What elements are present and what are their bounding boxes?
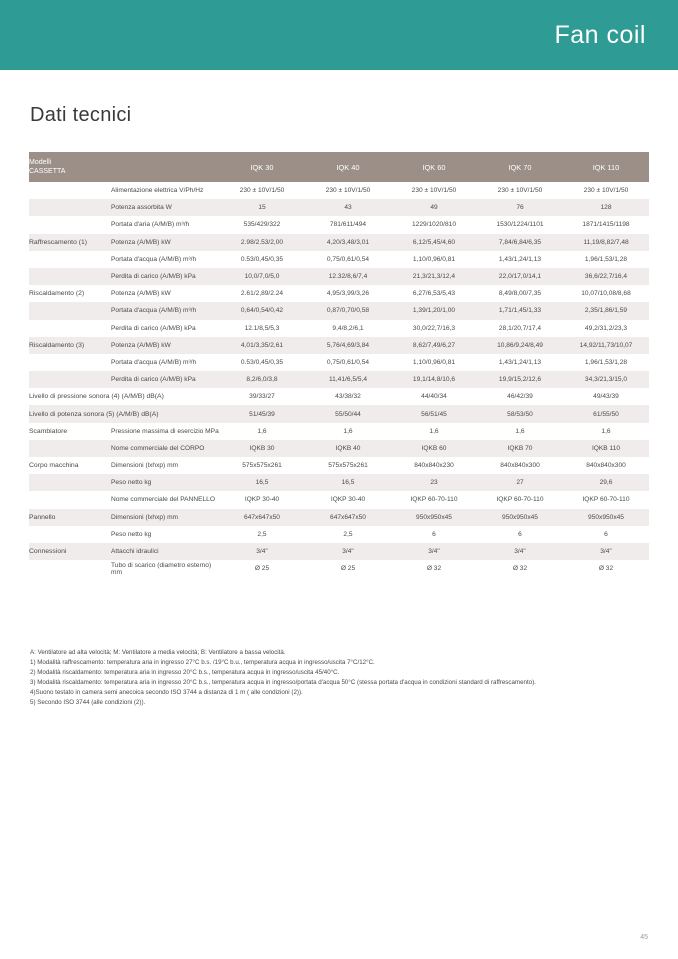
row-label: Pressione massima di esercizio MPa <box>111 427 219 435</box>
row-group-label: Scambiatore <box>29 427 68 435</box>
technical-data-table <box>29 152 649 577</box>
table-row <box>29 457 649 474</box>
row-group-label: Corpo macchina <box>29 462 79 470</box>
table-row <box>29 285 649 302</box>
table-cell: 575x575x261 <box>242 462 282 470</box>
table-cell: IQKP 60-70-110 <box>410 496 458 504</box>
row-group-label <box>29 560 111 577</box>
table-cell: 43 <box>305 199 391 216</box>
footnote-line: A: Ventilatore ad alta velocità; M: Ventilatore a media velocità; B: Ventilatore a bassa velocità. <box>30 649 286 656</box>
table-cell: 840x840x300 <box>586 462 626 470</box>
page-number: 45 <box>640 934 648 941</box>
table-row <box>29 216 649 233</box>
table-cell: 0,64/0,54/0,42 <box>219 302 305 319</box>
row-label: Potenza (A/M/B) kW <box>111 234 219 251</box>
table-cell: 8,49/8,00/7,35 <box>498 290 542 298</box>
table-cell: 1,96/1,53/1,28 <box>584 358 628 366</box>
table-cell: 22,0/17,0/14,1 <box>477 268 563 285</box>
table-cell: IQKP 30-40 <box>330 496 366 504</box>
header-models-line1: Modelli <box>29 158 52 166</box>
table-cell: 6,27/6,53/5,43 <box>412 290 456 298</box>
table-cell: 0,75/0,61/0,54 <box>326 255 370 263</box>
table-cell: 3/4" <box>477 543 563 560</box>
table-row <box>29 302 649 319</box>
row-label: Portata d'aria (A/M/B) m³/h <box>111 221 190 229</box>
table-cell: 9,4/8,2/6,1 <box>332 324 364 332</box>
row-group-label <box>29 526 111 543</box>
table-cell: 43/38/32 <box>335 393 361 401</box>
table-cell: 55/50/44 <box>305 405 391 422</box>
table-row <box>29 474 649 491</box>
table-row <box>29 371 649 388</box>
table-cell: 61/55/50 <box>563 405 649 422</box>
table-row <box>29 560 649 577</box>
table-cell: 3/4" <box>305 543 391 560</box>
table-cell: IQKB 70 <box>477 440 563 457</box>
table-cell: 10,0/7,0/5,0 <box>219 268 305 285</box>
table-cell: 1,6 <box>257 427 267 435</box>
table-cell: 1530/1224/1101 <box>496 221 544 229</box>
table-cell: IQKB 40 <box>305 440 391 457</box>
table-cell: 44/40/34 <box>421 393 447 401</box>
table-cell: 7,84/6,84/6,35 <box>477 234 563 251</box>
table-cell: 950x950x45 <box>477 509 563 526</box>
table-cell: 12.1/8,5/5,3 <box>244 324 280 332</box>
table-cell: 1871/1415/1198 <box>582 221 630 229</box>
table-cell: 0.53/0,45/0,35 <box>240 358 284 366</box>
table-cell: 15 <box>219 199 305 216</box>
row-group-label <box>29 302 111 319</box>
footnote-line: 1) Modalità raffrescamento: temperatura aria in ingresso 27°C b.s. /19°C b.u., temperatura acqua in ingresso/uscita 7°C/12°C. <box>30 659 375 667</box>
table-cell: 58/53/50 <box>477 405 563 422</box>
table-cell: 27 <box>477 474 563 491</box>
table-cell: 2,5 <box>343 530 353 538</box>
table-cell: Ø 32 <box>426 565 442 573</box>
row-label: Peso netto kg <box>111 530 152 538</box>
table-cell: IQKB 30 <box>219 440 305 457</box>
table-cell: 12.32/8,6/7,4 <box>305 268 391 285</box>
row-group-label <box>29 182 111 199</box>
row-group-label <box>29 320 111 337</box>
table-row <box>29 251 649 268</box>
row-label: Alimentazione elettrica V/Ph/Hz <box>111 187 204 195</box>
table-cell: 230 ± 10V/1/50 <box>411 187 457 195</box>
table-cell: 6,12/5,45/4,60 <box>391 234 477 251</box>
table-cell: 840x840x300 <box>500 462 540 470</box>
row-label: Peso netto kg <box>111 474 219 491</box>
footnote-line: 3) Modalità riscaldamento: temperatura aria in ingresso 20°C b.s., temperatura acqua in ingresso/portata d'acqua 50°C (stessa portata d'acqua in condizioni standard di raffrescamento). <box>30 679 536 687</box>
table-cell: 2,35/1,86/1,59 <box>563 302 649 319</box>
header-models-line2: CASSETTA <box>29 168 66 175</box>
table-row <box>29 509 649 526</box>
row-label: Dimensioni (lxhxp) mm <box>111 509 219 526</box>
row-label: Perdita di carico (A/M/B) kPa <box>111 268 219 285</box>
table-cell: Ø 32 <box>512 565 528 573</box>
table-cell: 128 <box>563 199 649 216</box>
table-cell: 14,92/11,73/10,07 <box>563 337 649 354</box>
table-cell: 6 <box>518 530 522 538</box>
table-cell: 10,07/10,08/8,68 <box>581 290 631 298</box>
table-cell: 230 ± 10V/1/50 <box>239 187 285 195</box>
row-label: Dimensioni (lxhxp) mm <box>111 462 179 470</box>
table-cell: 4,20/3,48/3,01 <box>305 234 391 251</box>
table-cell: 950x950x45 <box>563 509 649 526</box>
table-cell: 1,6 <box>601 427 611 435</box>
row-label: Nome commerciale del CORPO <box>111 440 219 457</box>
table-cell: IQKP 30-40 <box>244 496 280 504</box>
table-row <box>29 199 649 216</box>
table-cell: 2.61/2,89/2.24 <box>240 290 284 298</box>
table-row <box>29 234 649 251</box>
table-cell: 0,87/0,70/0,58 <box>305 302 391 319</box>
table-header-models <box>29 152 219 182</box>
section-title: Dati tecnici <box>30 104 132 126</box>
table-cell: 36,6/22,7/16,4 <box>563 268 649 285</box>
table-cell: 5,76/4,69/3,84 <box>305 337 391 354</box>
table-cell: 950x950x45 <box>391 509 477 526</box>
table-cell: 2,5 <box>257 530 267 538</box>
table-cell: 1,6 <box>515 427 525 435</box>
table-row <box>29 405 649 422</box>
row-label: Portata d'acqua (A/M/B) m³/h <box>111 255 197 263</box>
table-row <box>29 337 649 354</box>
row-label: Attacchi idraulici <box>111 543 219 560</box>
table-cell: 575x575x261 <box>328 462 368 470</box>
table-cell: 56/51/45 <box>391 405 477 422</box>
specs-table-wrapper <box>29 152 649 577</box>
table-cell: 19,9/15,2/12,6 <box>477 371 563 388</box>
table-row <box>29 526 649 543</box>
table-cell: 30,0/22,7/16,3 <box>412 324 456 332</box>
table-cell: 8,62/7,49/6,27 <box>391 337 477 354</box>
row-group-label <box>29 371 111 388</box>
table-cell: 781/611/494 <box>329 221 367 229</box>
row-group-label: Riscaldamento (3) <box>29 337 111 354</box>
table-cell: 840x840x230 <box>414 462 454 470</box>
table-cell: 19,1/14,8/10,6 <box>391 371 477 388</box>
table-row <box>29 543 649 560</box>
table-body <box>29 182 649 577</box>
table-row <box>29 423 649 440</box>
table-cell: 49 <box>391 199 477 216</box>
footnote-line: 4)Suono testato in camera semi anecoica secondo ISO 3744 a distanza di 1 m ( alle condizioni (2)). <box>30 689 303 697</box>
table-cell: 1229/1020/810 <box>411 221 456 229</box>
table-cell: 76 <box>477 199 563 216</box>
footnote-line: 5) Secondo ISO 3744 (alle condizioni (2)). <box>30 699 146 707</box>
table-cell: 1,10/0,96/0,81 <box>412 358 456 366</box>
table-cell: 1,71/1,45/1,33 <box>477 302 563 319</box>
table-cell: 34,3/21,3/15,0 <box>563 371 649 388</box>
table-row <box>29 320 649 337</box>
table-cell: 0,75/0,61/0,54 <box>326 358 370 366</box>
row-label: Portata d'acqua (A/M/B) m³/h <box>111 302 219 319</box>
footnotes <box>30 648 650 708</box>
table-cell: Ø 25 <box>254 565 270 573</box>
table-row <box>29 440 649 457</box>
page-title: Fan coil <box>554 20 646 49</box>
row-label: Livello di pressione sonora (4) (A/M/B) dB(A) <box>29 393 164 401</box>
table-cell: 1,96/1,53/1,28 <box>584 255 628 263</box>
table-cell: 1,43/1,24/1,13 <box>498 358 542 366</box>
table-cell: 23 <box>391 474 477 491</box>
table-cell: 3/4" <box>563 543 649 560</box>
table-cell: 4,95/3,99/3,26 <box>326 290 370 298</box>
table-row <box>29 354 649 371</box>
table-cell: IQKB 60 <box>391 440 477 457</box>
row-label: Nome commerciale del PANNELLO <box>111 496 215 504</box>
table-cell: 49,2/31,2/23,3 <box>584 324 628 332</box>
page-header-band <box>0 0 678 70</box>
table-cell: 16,5 <box>305 474 391 491</box>
table-cell: 230 ± 10V/1/50 <box>497 187 543 195</box>
table-cell: 1,39/1,20/1,00 <box>391 302 477 319</box>
table-cell: IQKP 60-70-110 <box>496 496 544 504</box>
table-cell: IQKB 110 <box>563 440 649 457</box>
table-row <box>29 182 649 199</box>
table-row <box>29 491 649 508</box>
column-header-iqk70: IQK 70 <box>477 152 563 182</box>
table-cell: 1,6 <box>429 427 439 435</box>
table-cell: 46/42/39 <box>507 393 533 401</box>
table-cell: 29,6 <box>563 474 649 491</box>
row-label: Perdita di carico (A/M/B) kPa <box>111 371 219 388</box>
footnote-line: 2) Modalità riscaldamento: temperatura aria in ingresso 20°C b.s., temperatura acqua in ingresso/uscita 45/40°C. <box>30 669 340 677</box>
table-cell: 3/4" <box>219 543 305 560</box>
row-group-label <box>29 268 111 285</box>
table-cell: 1,43/1,24/1,13 <box>498 255 542 263</box>
row-group-label <box>29 251 111 268</box>
row-group-label: Raffrescamento (1) <box>29 234 111 251</box>
table-cell: 8,2/6,0/3,8 <box>219 371 305 388</box>
table-cell: 11,19/8,82/7,48 <box>563 234 649 251</box>
table-cell: 647x647x50 <box>305 509 391 526</box>
table-cell: 3/4" <box>391 543 477 560</box>
table-cell: 4,01/3,35/2,61 <box>219 337 305 354</box>
table-cell: 51/45/39 <box>219 405 305 422</box>
row-group-label <box>29 474 111 491</box>
table-cell: 230 ± 10V/1/50 <box>583 187 629 195</box>
table-cell: IQKP 60-70-110 <box>582 496 630 504</box>
table-cell: 0.53/0,45/0,35 <box>240 255 284 263</box>
column-header-iqk30: IQK 30 <box>219 152 305 182</box>
row-label: Potenza assorbita W <box>111 199 219 216</box>
row-group-label <box>29 491 111 508</box>
row-group-label <box>29 216 111 233</box>
row-label: Perdita di carico (A/M/B) kPa <box>111 324 196 332</box>
table-cell: 11,41/6,5/5,4 <box>305 371 391 388</box>
table-cell: 28,1/20,7/17,4 <box>498 324 542 332</box>
table-head <box>29 152 649 182</box>
table-row <box>29 388 649 405</box>
table-cell: 647x647x50 <box>219 509 305 526</box>
table-cell: 39/33/27 <box>249 393 275 401</box>
column-header-iqk60: IQK 60 <box>391 152 477 182</box>
table-cell: 6 <box>604 530 608 538</box>
table-cell: Ø 25 <box>340 565 356 573</box>
table-cell: 21,3/21,3/12,4 <box>391 268 477 285</box>
row-group-label <box>29 199 111 216</box>
column-header-iqk40: IQK 40 <box>305 152 391 182</box>
table-header-row <box>29 152 649 182</box>
column-header-iqk110: IQK 110 <box>563 152 649 182</box>
row-label: Tubo di scarico (diametro esterno) mm <box>111 561 212 576</box>
table-cell: 1,10/0,96/0,81 <box>412 255 456 263</box>
row-label: Portata d'acqua (A/M/B) m³/h <box>111 358 197 366</box>
table-cell: 16,5 <box>219 474 305 491</box>
table-cell: 6 <box>432 530 436 538</box>
row-group-label: Connessioni <box>29 543 111 560</box>
row-label: Potenza (A/M/B) kW <box>111 337 219 354</box>
row-group-label: Riscaldamento (2) <box>29 290 85 298</box>
row-label: Livello di potenza sonora (5) (A/M/B) dB(A) <box>29 405 219 422</box>
row-group-label <box>29 440 111 457</box>
table-cell: 535/429/322 <box>243 221 281 229</box>
table-cell: 10,86/9,24/8,49 <box>477 337 563 354</box>
table-cell: Ø 32 <box>598 565 614 573</box>
table-row <box>29 268 649 285</box>
table-cell: 49/43/39 <box>593 393 619 401</box>
row-group-label: Pannello <box>29 509 111 526</box>
table-cell: 1,6 <box>343 427 353 435</box>
table-cell: 2.98/2.53/2,00 <box>219 234 305 251</box>
table-cell: 230 ± 10V/1/50 <box>325 187 371 195</box>
row-label: Potenza (A/M/B) kW <box>111 290 171 298</box>
row-group-label <box>29 354 111 371</box>
